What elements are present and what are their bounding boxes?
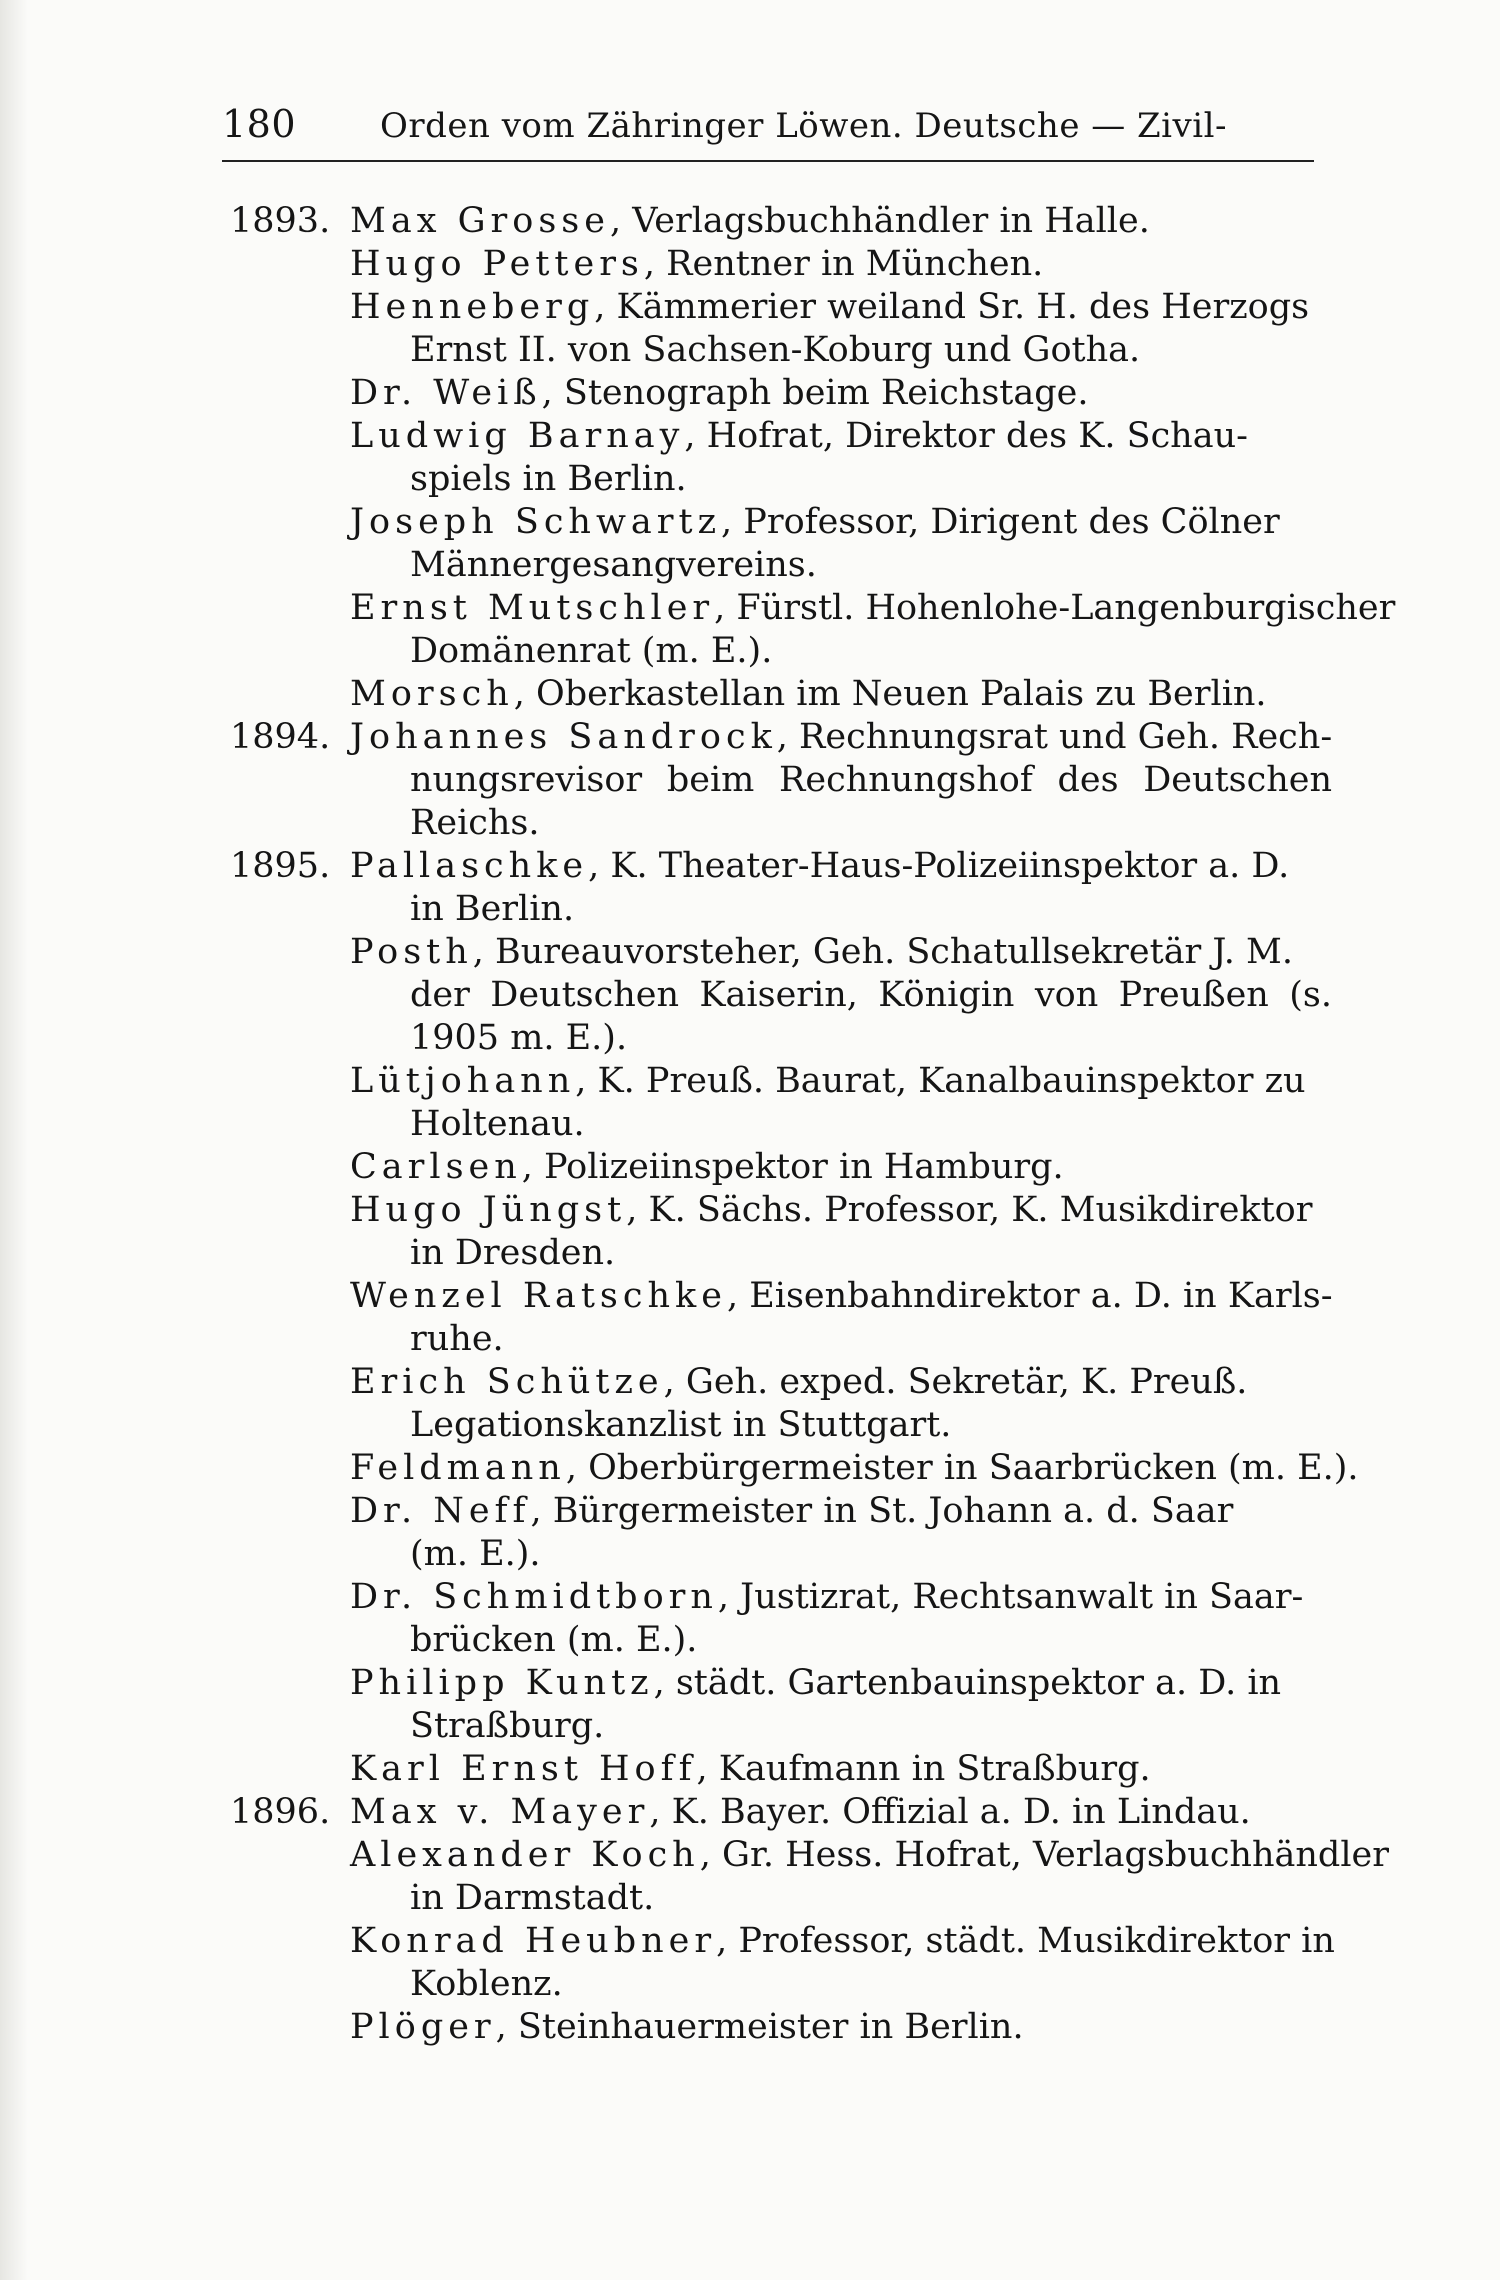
entry-name: Morsch xyxy=(350,674,514,714)
entry-text: , Kämmerier weiland Sr. H. des Herzogs xyxy=(594,287,1310,327)
entry-name: Hugo Jüngst xyxy=(350,1190,627,1230)
header-rule xyxy=(222,160,1314,162)
list-entry xyxy=(222,1361,1332,1447)
entry-year: 1896. xyxy=(230,1792,331,1832)
entry-text: , Oberbürgermeister in Saarbrücken (m. E.). xyxy=(565,1448,1359,1488)
list-entry xyxy=(222,1060,1332,1146)
entry-name: Wenzel Ratschke xyxy=(350,1276,727,1316)
list-entry xyxy=(222,1490,1332,1576)
entry-name: Alexander Koch xyxy=(350,1835,700,1875)
entry-continuation: Holtenau. xyxy=(410,1104,585,1144)
entry-text: , Fürstl. Hohenlohe-Langenburgischer xyxy=(714,588,1396,628)
entry-name: Ernst Mutschler xyxy=(350,588,715,628)
entry-name: Konrad Heubner xyxy=(350,1921,717,1961)
entry-text: , Bürgermeister in St. Johann a. d. Saar xyxy=(530,1491,1234,1531)
list-entry xyxy=(222,1146,1332,1189)
list-entry xyxy=(222,845,1332,931)
entry-name: Dr. Neff xyxy=(350,1491,531,1531)
entry-text: , Hofrat, Direktor des K. Schau- xyxy=(684,416,1248,456)
list-entry xyxy=(222,1662,1332,1748)
running-header xyxy=(222,100,1314,156)
entry-text: , Steinhauermeister in Berlin. xyxy=(495,2007,1024,2047)
list-entry xyxy=(222,1748,1332,1791)
list-entry xyxy=(222,1447,1359,1490)
entry-name: Hugo Petters xyxy=(350,244,644,284)
list-entry xyxy=(222,931,1332,1060)
list-entry xyxy=(222,286,1332,372)
entry-continuation: Ernst II. von Sachsen-Koburg und Gotha. xyxy=(410,330,1141,370)
entry-continuation: Legationskanzlist in Stuttgart. xyxy=(410,1405,952,1445)
list-entry xyxy=(222,587,1396,673)
entry-text: , Stenograph beim Reichstage. xyxy=(541,373,1089,413)
page-number: 180 xyxy=(222,102,297,146)
entry-text: , K. Sächs. Professor, K. Musikdirektor xyxy=(626,1190,1313,1230)
honoree-list xyxy=(222,200,1396,2049)
entry-name: Henneberg xyxy=(350,287,595,327)
entry-text: , Verlagsbuchhändler in Halle. xyxy=(609,201,1150,241)
list-entry xyxy=(222,2006,1332,2049)
entry-name: Feldmann xyxy=(350,1448,566,1488)
entry-text: , K. Theater-Haus-Polizeiinspektor a. D. xyxy=(588,846,1290,886)
entry-name: Max v. Mayer xyxy=(350,1792,650,1832)
entry-text: , Oberkastellan im Neuen Palais zu Berlin. xyxy=(513,674,1267,714)
entry-text: , Rentner in München. xyxy=(643,244,1044,284)
entry-continuation: nungsrevisor beim Rechnungshof des Deutschen Reichs. xyxy=(410,760,1332,843)
entry-year: 1895. xyxy=(230,846,331,886)
entry-continuation: in Darmstadt. xyxy=(410,1878,655,1918)
entry-name: Joseph Schwartz xyxy=(350,502,722,542)
entry-name: Ludwig Barnay xyxy=(350,416,685,456)
list-entry xyxy=(222,243,1332,286)
entry-text: , Kaufmann in Straßburg. xyxy=(696,1749,1151,1789)
page-edge-shadow xyxy=(0,0,28,2280)
entry-continuation: Domänenrat (m. E.). xyxy=(410,631,773,671)
list-entry xyxy=(222,415,1332,501)
entry-continuation: ruhe. xyxy=(410,1319,504,1359)
entry-year: 1893. xyxy=(230,201,331,241)
entry-text: , Gr. Hess. Hofrat, Verlagsbuchhändler xyxy=(699,1835,1389,1875)
list-entry xyxy=(222,1791,1332,1834)
entry-text: , Geh. exped. Sekretär, K. Preuß. xyxy=(663,1362,1248,1402)
entry-continuation: in Berlin. xyxy=(410,889,575,929)
entry-name: Plöger xyxy=(350,2007,496,2047)
entry-name: Pallaschke xyxy=(350,846,589,886)
list-entry xyxy=(222,1834,1389,1920)
list-entry xyxy=(222,1576,1332,1662)
entry-name: Max Grosse xyxy=(350,201,610,241)
entry-name: Karl Ernst Hoff xyxy=(350,1749,697,1789)
list-entry xyxy=(222,372,1332,415)
entry-year: 1894. xyxy=(230,717,331,757)
entry-continuation: in Dresden. xyxy=(410,1233,616,1273)
list-entry xyxy=(222,716,1332,845)
entry-name: Johannes Sandrock xyxy=(350,717,777,757)
entry-name: Dr. Weiß xyxy=(350,373,542,413)
list-entry xyxy=(222,1275,1332,1361)
entry-name: Erich Schütze xyxy=(350,1362,664,1402)
running-title: Orden vom Zähringer Löwen. Deutsche — Zivil- xyxy=(380,106,1227,146)
entry-continuation: Männergesangvereins. xyxy=(410,545,817,585)
entry-continuation: Koblenz. xyxy=(410,1964,563,2004)
entry-name: Dr. Schmidtborn xyxy=(350,1577,718,1617)
entry-text: , Professor, Dirigent des Cölner xyxy=(721,502,1280,542)
entry-text: , Polizeiinspektor in Hamburg. xyxy=(521,1147,1064,1187)
list-entry xyxy=(222,501,1332,587)
entry-text: , Eisenbahndirektor a. D. in Karls- xyxy=(726,1276,1333,1316)
entry-text: , Justizrat, Rechtsanwalt in Saar- xyxy=(717,1577,1304,1617)
entry-continuation: (m. E.). xyxy=(410,1534,541,1574)
entry-name: Lütjohann xyxy=(350,1061,576,1101)
entry-continuation: spiels in Berlin. xyxy=(410,459,687,499)
entry-text: , Professor, städt. Musikdirektor in xyxy=(716,1921,1335,1961)
entry-text: , Rechnungsrat und Geh. Rech- xyxy=(776,717,1333,757)
entry-continuation: brücken (m. E.). xyxy=(410,1620,698,1660)
entry-name: Philipp Kuntz xyxy=(350,1663,654,1703)
entry-text: , Bureauvorsteher, Geh. Schatullsekretär J. M. xyxy=(472,932,1293,972)
entry-name: Carlsen xyxy=(350,1147,522,1187)
entry-text: , städt. Gartenbauinspektor a. D. in xyxy=(653,1663,1282,1703)
list-entry xyxy=(222,673,1332,716)
list-entry xyxy=(222,200,1332,243)
entry-text: , K. Bayer. Offizial a. D. in Lindau. xyxy=(649,1792,1251,1832)
entry-continuation: der Deutschen Kaiserin, Königin von Preußen (s. 1905 m. E.). xyxy=(410,975,1332,1058)
entry-continuation: Straßburg. xyxy=(410,1706,605,1746)
list-entry xyxy=(222,1189,1332,1275)
entry-text: , K. Preuß. Baurat, Kanalbauinspektor zu xyxy=(575,1061,1306,1101)
list-entry xyxy=(222,1920,1335,2006)
entry-name: Posth xyxy=(350,932,473,972)
